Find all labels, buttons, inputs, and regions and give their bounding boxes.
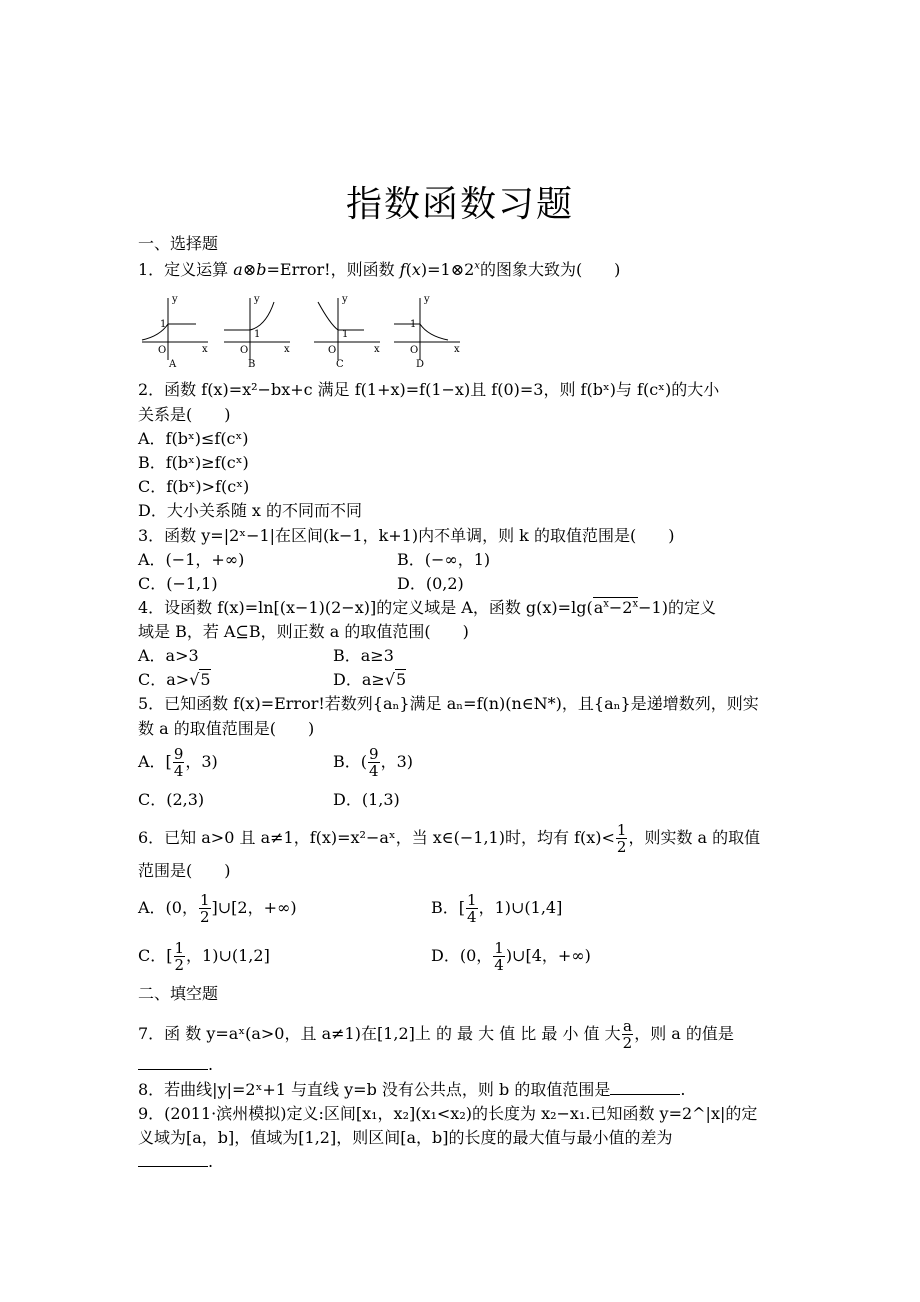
question-5-option-b: B．( $\frac{9}{4}$ ，3) <box>333 745 413 780</box>
graph-b-one: 1 <box>254 329 261 340</box>
question-3-stem: 3．函数 y=|2ˣ−1|在区间(k−1，k+1)内不单调，则 k 的取值范围是( ) <box>138 526 675 545</box>
question-4-option-a: A．a>3 <box>138 646 199 665</box>
graph-c-x: x <box>374 344 380 355</box>
question-8-stem: 8．若曲线|y|=2ˣ+1 与直线 y=b 没有公共点，则 b 的取值范围是 . <box>138 1080 686 1099</box>
question-3-option-a: A．(−1，+∞) <box>138 550 245 569</box>
question-2-option-a: A．f(bˣ)≤f(cˣ) <box>138 429 249 448</box>
graph-c-label: C <box>336 359 344 370</box>
question-9-stem-line2: 义域为[a，b]，值域为[1,2]，则区间[a，b]的长度的最大值与最小值的差为 <box>138 1128 673 1147</box>
graph-b <box>224 294 290 370</box>
graph-d <box>394 294 460 370</box>
graph-a-origin: O <box>158 345 167 356</box>
question-3-option-d: D．(0,2) <box>397 574 464 593</box>
graph-c-one: 1 <box>342 329 349 340</box>
question-2-stem-line2: 关系是( ) <box>138 405 231 424</box>
question-6-option-b: B．[ $\frac{1}{4}$ ，1)∪(1,4] <box>431 891 563 926</box>
question-6-option-c: C．[ $\frac{1}{2}$ ，1)∪(1,2] <box>138 939 270 974</box>
graph-b-y: y <box>254 294 260 305</box>
graph-d-x: x <box>454 344 460 355</box>
graph-d-origin: O <box>410 345 419 356</box>
answer-blank[interactable] <box>138 1152 208 1167</box>
graph-d-one: 1 <box>410 319 417 330</box>
graph-a-label: A <box>169 359 177 370</box>
question-5-stem-line2: 数 a 的取值范围是( ) <box>138 719 315 738</box>
question-6-option-d: D．(0， $\frac{1}{4}$ )∪[4，+∞) <box>431 939 591 974</box>
question-2-option-b: B．f(bˣ)≥f(cˣ) <box>138 453 249 472</box>
section-heading-choice: 一、选择题 <box>138 234 219 253</box>
question-9-stem-line1: 9．(2011·滨州模拟)定义:区间[x₁，x₂](x₁<x₂)的长度为 x₂−x₁.已知函数 y=2^|x|的定 <box>138 1104 758 1123</box>
question-6-stem-line2: 范围是( ) <box>138 861 231 880</box>
graph-a-x: x <box>202 344 208 355</box>
answer-blank[interactable] <box>610 1080 680 1095</box>
question-5-option-c: C．(2,3) <box>138 790 205 809</box>
graph-c-origin: O <box>328 345 337 356</box>
section-heading-fill: 二、填空题 <box>138 984 219 1003</box>
graph-d-label: D <box>416 359 425 370</box>
question-6-stem-line1: 6．已知 a>0 且 a≠1，f(x)=x²−aˣ，当 x∈(−1,1)时，均有 f(x)< $\frac{1}{2}$ ，则实数 a 的取值 <box>138 821 761 856</box>
question-1-stem: 1．定义运算 a⊗b=Error!，则函数 $f(x)=1\otimes 2^x$的图象大致为( ) <box>138 260 621 279</box>
question-2-option-d: D．大小关系随 x 的不同而不同 <box>138 501 363 520</box>
question-2-stem-line1: 2．函数 f(x)=x²−bx+c 满足 f(1+x)=f(1−x)且 f(0)=3，则 f(bˣ)与 f(cˣ)的大小 <box>138 380 720 399</box>
graph-a-one: 1 <box>160 319 167 330</box>
question-4-option-c: C．a>√5 <box>138 670 211 689</box>
question-4-stem-line2: 域是 B，若 A⊆B，则正数 a 的取值范围( ) <box>138 622 469 641</box>
graph-c-y: y <box>342 294 348 305</box>
page-title: 指数函数习题 <box>345 184 574 225</box>
question-5-stem-line1: 5．已知函数 f(x)=Error!若数列{aₙ}满足 aₙ=f(n)(n∈N*)，且{aₙ}是递增数列，则实 <box>138 694 759 713</box>
graph-a <box>142 294 208 370</box>
graph-a-y: y <box>172 294 178 305</box>
question-6-option-a: A．(0， $\frac{1}{2}$ ]∪[2，+∞) <box>138 891 297 926</box>
question-4-stem-line1: 4．设函数 f(x)=ln[(x−1)(2−x)]的定义域是 A，函数 $g(x)=\lg(a^x-2^x-1)$的定义 <box>138 598 716 617</box>
question-9-answer-line: . <box>138 1152 213 1172</box>
answer-blank[interactable] <box>138 1055 208 1070</box>
graph-d-y: y <box>424 294 430 305</box>
question-5-option-d: D．(1,3) <box>333 790 400 809</box>
question-1-graphs <box>138 290 468 370</box>
graph-b-origin: O <box>240 345 249 356</box>
question-5-option-a: A．[ $\frac{9}{4}$ ，3) <box>138 745 218 780</box>
graph-c <box>314 294 380 370</box>
question-4-option-d: D．a≥√5 <box>333 670 407 689</box>
question-7-stem-line1: 7．函 数 y=aˣ(a>0，且 a≠1)在[1,2]上 的 最 大 值 比 最 小 值 大 $\frac{a}{2}$ ，则 a 的值是 <box>138 1017 734 1052</box>
graph-b-x: x <box>284 344 290 355</box>
question-3-option-b: B．(−∞，1) <box>397 550 491 569</box>
question-7-answer-line: . <box>138 1055 213 1075</box>
question-2-option-c: C．f(bˣ)>f(cˣ) <box>138 477 250 496</box>
graph-b-label: B <box>248 359 256 370</box>
question-3-option-c: C．(−1,1) <box>138 574 218 593</box>
question-4-option-b: B．a≥3 <box>333 646 394 665</box>
